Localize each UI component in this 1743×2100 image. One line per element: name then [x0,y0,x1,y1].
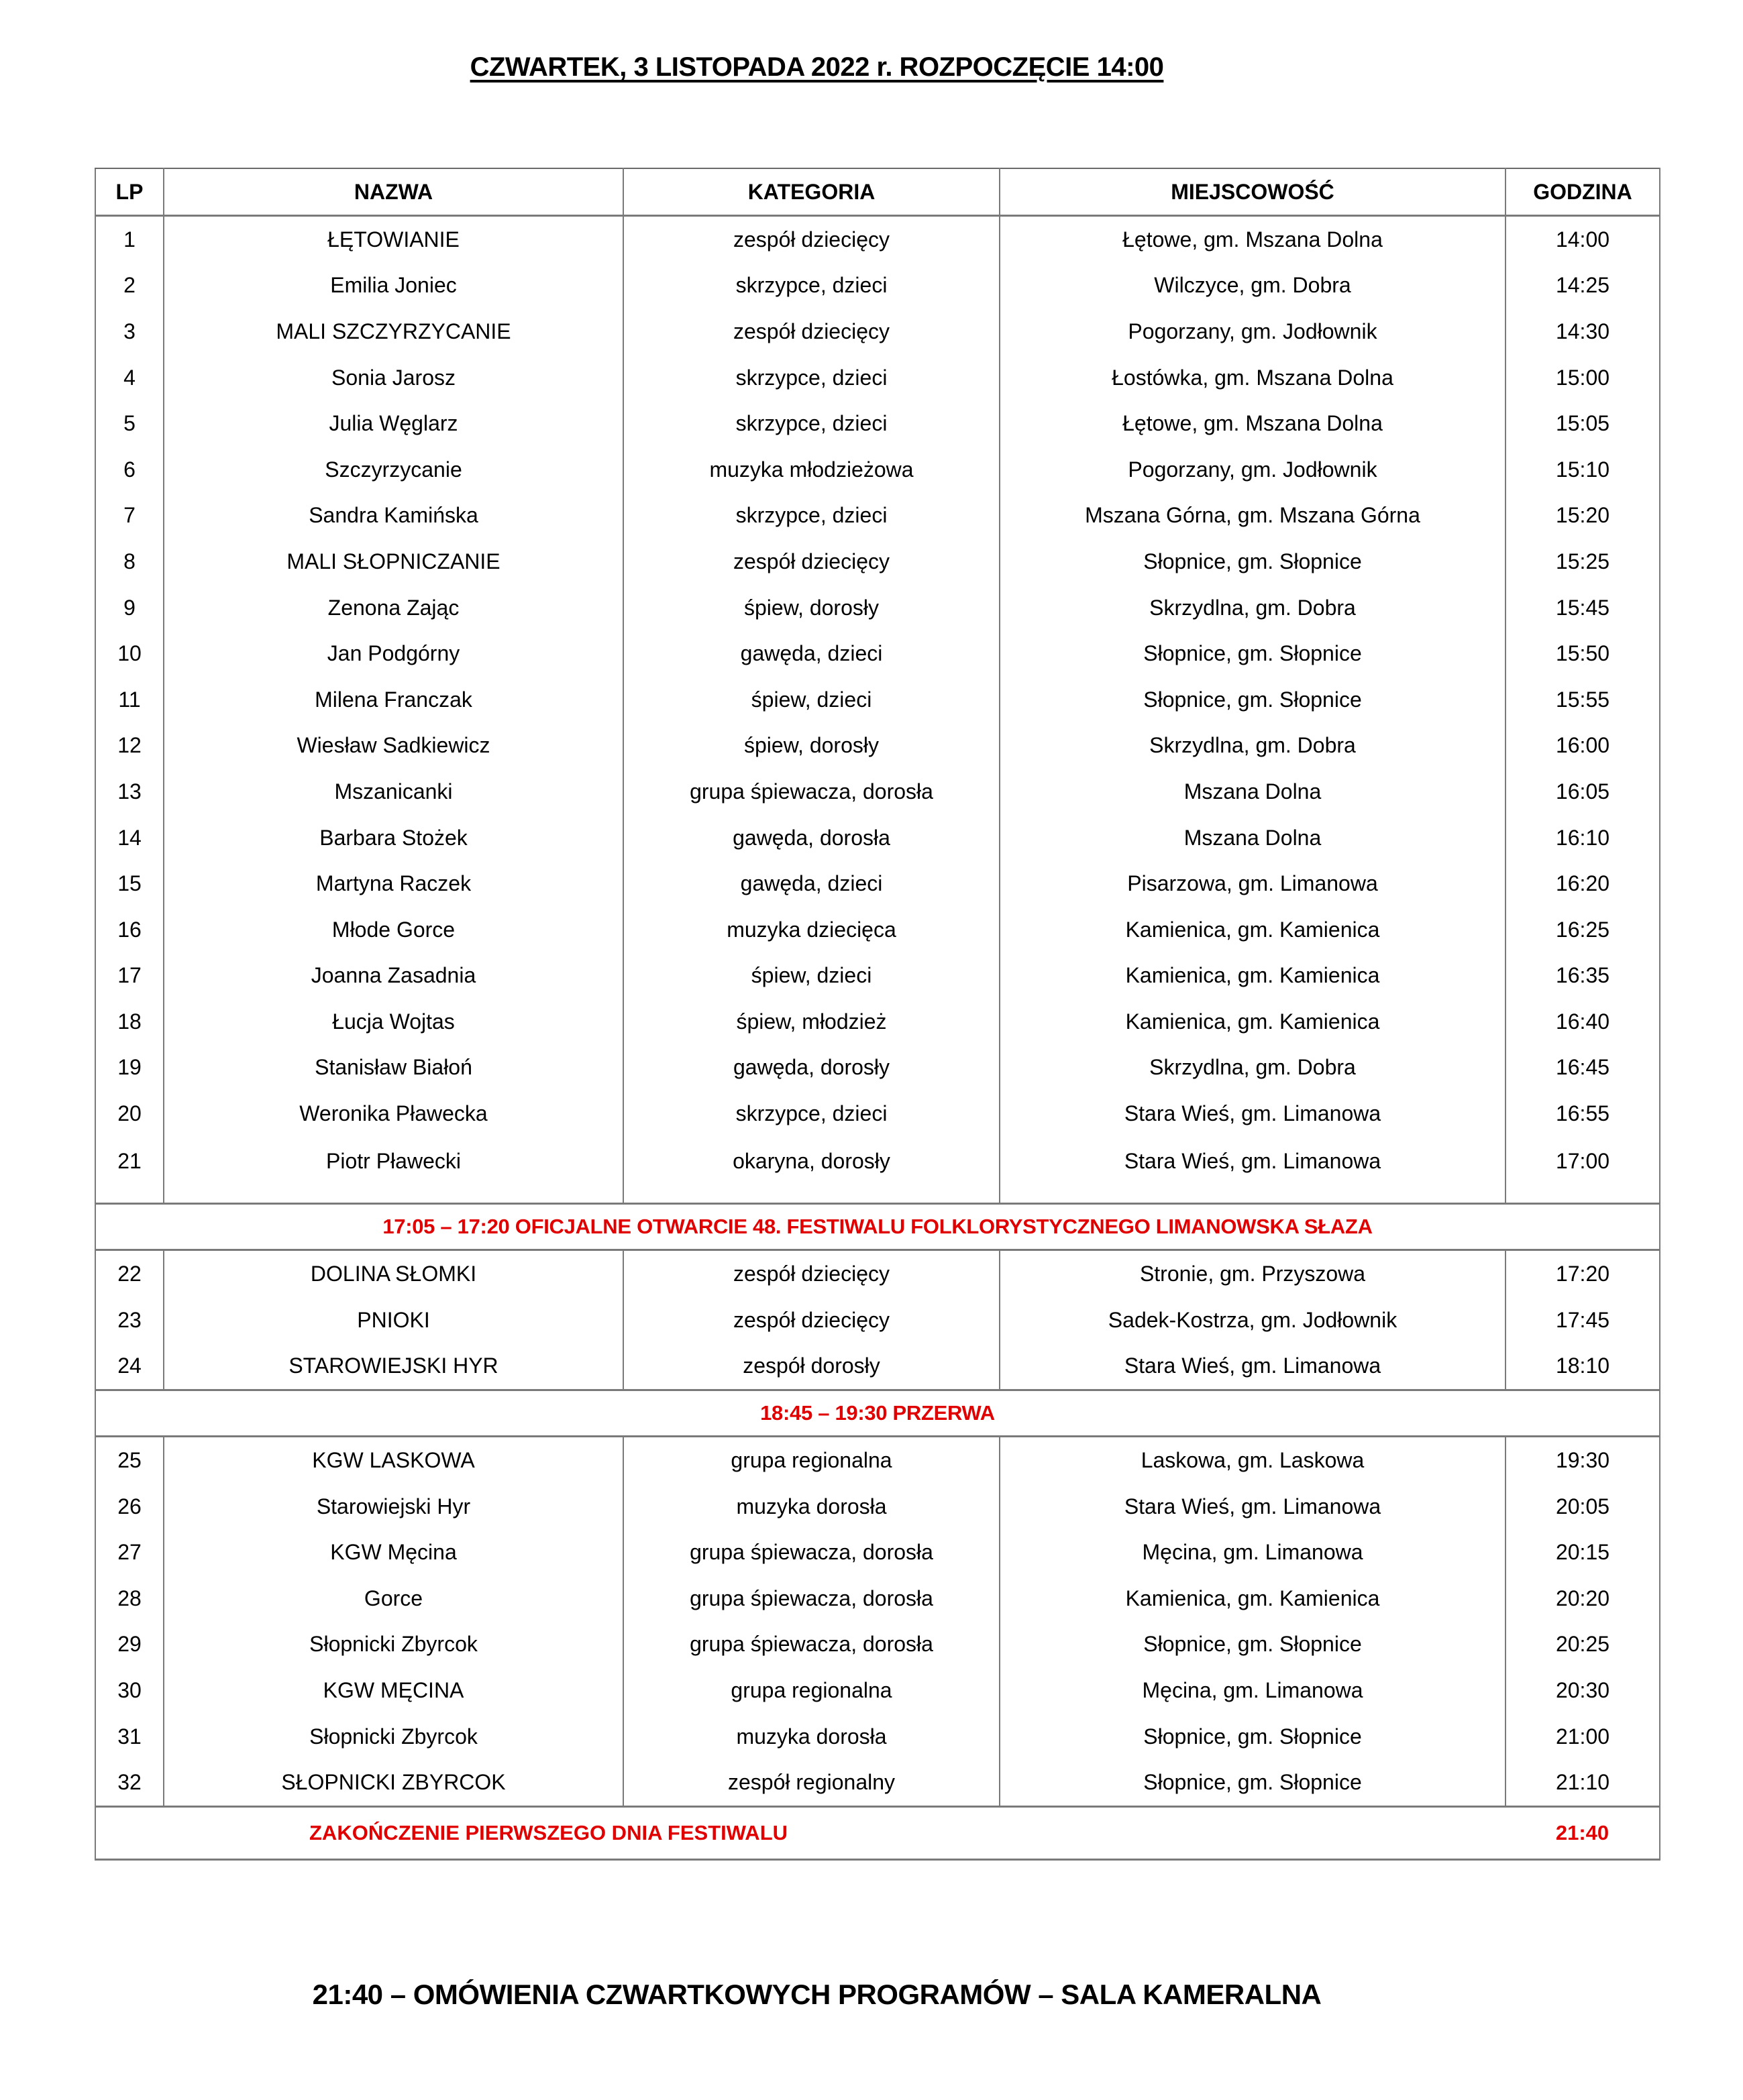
schedule-table [95,168,1660,1861]
table-row [95,907,1660,953]
row-time: 16:05 [1506,769,1660,815]
table-row [95,585,1660,631]
row-time: 16:45 [1506,1045,1660,1091]
table-row [95,1622,1660,1668]
table-row [95,539,1660,585]
row-category: śpiew, dzieci [623,953,1000,999]
row-time: 20:25 [1506,1622,1660,1668]
table-row [95,999,1660,1045]
row-name: KGW MĘCINA [164,1667,623,1714]
row-category: grupa śpiewacza, dorosła [623,769,1000,815]
row-time: 20:15 [1506,1529,1660,1576]
row-name: Emilia Joniec [164,263,623,309]
table-row [95,630,1660,677]
row-lp: 22 [95,1250,164,1297]
opening-banner-row [95,1204,1660,1250]
row-name: DOLINA SŁOMKI [164,1250,623,1297]
row-lp: 17 [95,953,164,999]
row-time: 15:25 [1506,539,1660,585]
row-time: 17:00 [1506,1137,1660,1204]
row-place: Kamienica, gm. Kamienica [1000,1576,1506,1622]
row-category: grupa śpiewacza, dorosła [623,1529,1000,1576]
row-lp: 14 [95,815,164,861]
table-row [95,447,1660,493]
row-place: Słopnice, gm. Słopnice [1000,630,1506,677]
row-category: zespół dziecięcy [623,216,1000,263]
row-place: Pogorzany, gm. Jodłownik [1000,309,1506,355]
row-category: gawęda, dzieci [623,861,1000,907]
table-row [95,1529,1660,1576]
row-place: Pogorzany, gm. Jodłownik [1000,447,1506,493]
table-row [95,815,1660,861]
row-category: zespół dziecięcy [623,309,1000,355]
row-time: 15:55 [1506,677,1660,723]
row-name: Szczyrzycanie [164,447,623,493]
row-name: Młode Gorce [164,907,623,953]
table-row [95,309,1660,355]
row-place: Mszana Dolna [1000,815,1506,861]
row-lp: 24 [95,1343,164,1390]
row-category: grupa regionalna [623,1667,1000,1714]
row-category: gawęda, dzieci [623,630,1000,677]
row-lp: 16 [95,907,164,953]
row-category: zespół dziecięcy [623,1250,1000,1297]
row-category: zespół dziecięcy [623,1297,1000,1343]
table-row [95,1759,1660,1806]
header-place: MIEJSCOWOŚĆ [1000,168,1506,216]
row-place: Stara Wieś, gm. Limanowa [1000,1091,1506,1137]
table-row [95,216,1660,263]
row-place: Skrzydlna, gm. Dobra [1000,723,1506,769]
row-lp: 18 [95,999,164,1045]
row-name: MALI SŁOPNICZANIE [164,539,623,585]
row-category: skrzypce, dzieci [623,1091,1000,1137]
end-time: 21:40 [1506,1806,1660,1859]
row-lp: 5 [95,400,164,447]
row-place: Skrzydlna, gm. Dobra [1000,1045,1506,1091]
row-place: Stara Wieś, gm. Limanowa [1000,1484,1506,1530]
header-lp: LP [95,168,164,216]
table-row [95,493,1660,539]
row-time: 18:10 [1506,1343,1660,1390]
row-place: Słopnice, gm. Słopnice [1000,677,1506,723]
row-lp: 23 [95,1297,164,1343]
table-row [95,861,1660,907]
row-time: 14:00 [1506,216,1660,263]
table-row [95,723,1660,769]
row-lp: 12 [95,723,164,769]
row-time: 16:10 [1506,815,1660,861]
row-name: PNIOKI [164,1297,623,1343]
row-name: Julia Węglarz [164,400,623,447]
table-row [95,1091,1660,1137]
row-place: Męcina, gm. Limanowa [1000,1529,1506,1576]
break-banner: 18:45 – 19:30 PRZERWA [95,1390,1660,1437]
row-category: śpiew, młodzież [623,999,1000,1045]
row-time: 16:25 [1506,907,1660,953]
row-name: ŁĘTOWIANIE [164,216,623,263]
row-lp: 26 [95,1484,164,1530]
row-name: KGW Męcina [164,1529,623,1576]
end-spacer [1000,1806,1506,1859]
table-row [95,1576,1660,1622]
row-lp: 1 [95,216,164,263]
page-title [0,52,1634,82]
row-time: 21:10 [1506,1759,1660,1806]
row-place: Pisarzowa, gm. Limanowa [1000,861,1506,907]
table-row [95,1484,1660,1530]
row-category: skrzypce, dzieci [623,493,1000,539]
table-row [95,953,1660,999]
opening-banner-section [95,1204,1660,1250]
row-time: 14:25 [1506,263,1660,309]
row-place: Męcina, gm. Limanowa [1000,1667,1506,1714]
table-row [95,1343,1660,1390]
row-category: skrzypce, dzieci [623,355,1000,401]
row-name: Jan Podgórny [164,630,623,677]
row-lp: 11 [95,677,164,723]
row-name: Wiesław Sadkiewicz [164,723,623,769]
row-lp: 19 [95,1045,164,1091]
row-place: Skrzydlna, gm. Dobra [1000,585,1506,631]
row-lp: 27 [95,1529,164,1576]
row-time: 15:00 [1506,355,1660,401]
row-lp: 8 [95,539,164,585]
row-lp: 9 [95,585,164,631]
schedule-block-2 [95,1250,1660,1390]
row-time: 16:00 [1506,723,1660,769]
header-category: KATEGORIA [623,168,1000,216]
row-name: Starowiejski Hyr [164,1484,623,1530]
end-section [95,1806,1660,1859]
row-name: Weronika Pławecka [164,1091,623,1137]
row-name: Joanna Zasadnia [164,953,623,999]
row-lp: 13 [95,769,164,815]
row-place: Słopnice, gm. Słopnice [1000,1622,1506,1668]
row-category: grupa śpiewacza, dorosła [623,1576,1000,1622]
row-place: Słopnice, gm. Słopnice [1000,539,1506,585]
row-place: Stara Wieś, gm. Limanowa [1000,1343,1506,1390]
row-category: grupa śpiewacza, dorosła [623,1622,1000,1668]
table-row [95,1297,1660,1343]
row-place: Sadek-Kostrza, gm. Jodłownik [1000,1297,1506,1343]
row-name: STAROWIEJSKI HYR [164,1343,623,1390]
row-lp: 6 [95,447,164,493]
row-name: Martyna Raczek [164,861,623,907]
row-time: 15:20 [1506,493,1660,539]
table-row [95,355,1660,401]
row-category: muzyka dziecięca [623,907,1000,953]
row-time: 15:10 [1506,447,1660,493]
row-place: Mszana Górna, gm. Mszana Górna [1000,493,1506,539]
row-lp: 32 [95,1759,164,1806]
schedule-block-3 [95,1437,1660,1807]
row-place: Laskowa, gm. Laskowa [1000,1437,1506,1484]
row-place: Kamienica, gm. Kamienica [1000,999,1506,1045]
row-name: Zenona Zając [164,585,623,631]
header-row [95,168,1660,216]
row-name: SŁOPNICKI ZBYRCOK [164,1759,623,1806]
row-name: KGW LASKOWA [164,1437,623,1484]
row-place: Wilczyce, gm. Dobra [1000,263,1506,309]
row-time: 17:45 [1506,1297,1660,1343]
row-place: Łętowe, gm. Mszana Dolna [1000,216,1506,263]
table-row [95,677,1660,723]
row-time: 20:05 [1506,1484,1660,1530]
break-banner-row [95,1390,1660,1437]
end-label: ZAKOŃCZENIE PIERWSZEGO DNIA FESTIWALU [95,1806,1000,1859]
row-lp: 7 [95,493,164,539]
row-name: Milena Franczak [164,677,623,723]
row-category: zespół dziecięcy [623,539,1000,585]
row-time: 14:30 [1506,309,1660,355]
row-place: Słopnice, gm. Słopnice [1000,1714,1506,1760]
row-name: Sandra Kamińska [164,493,623,539]
break-banner-section [95,1390,1660,1437]
row-time: 15:05 [1506,400,1660,447]
row-name: Słopnicki Zbyrcok [164,1714,623,1760]
row-place: Kamienica, gm. Kamienica [1000,907,1506,953]
row-name: Słopnicki Zbyrcok [164,1622,623,1668]
row-time: 15:50 [1506,630,1660,677]
row-place: Stara Wieś, gm. Limanowa [1000,1137,1506,1204]
schedule-block-1 [95,216,1660,1204]
table-row [95,1137,1660,1204]
row-time: 19:30 [1506,1437,1660,1484]
row-time: 16:40 [1506,999,1660,1045]
end-row [95,1806,1660,1859]
row-time: 16:20 [1506,861,1660,907]
row-place: Słopnice, gm. Słopnice [1000,1759,1506,1806]
row-lp: 31 [95,1714,164,1760]
page-title-text: CZWARTEK, 3 LISTOPADA 2022 r. ROZPOCZĘCIE 14:00 [470,52,1164,82]
row-lp: 2 [95,263,164,309]
row-lp: 25 [95,1437,164,1484]
row-name: MALI SZCZYRZYCANIE [164,309,623,355]
row-time: 17:20 [1506,1250,1660,1297]
row-time: 21:00 [1506,1714,1660,1760]
row-place: Łostówka, gm. Mszana Dolna [1000,355,1506,401]
row-category: muzyka dorosła [623,1484,1000,1530]
row-name: Barbara Stożek [164,815,623,861]
row-category: okaryna, dorosły [623,1137,1000,1204]
row-time: 20:20 [1506,1576,1660,1622]
table-row [95,400,1660,447]
row-time: 16:35 [1506,953,1660,999]
table-row [95,1250,1660,1297]
row-category: zespół regionalny [623,1759,1000,1806]
row-place: Łętowe, gm. Mszana Dolna [1000,400,1506,447]
row-category: zespół dorosły [623,1343,1000,1390]
row-place: Stronie, gm. Przyszowa [1000,1250,1506,1297]
table-header [95,168,1660,216]
table-row [95,263,1660,309]
footer-note: 21:40 – OMÓWIENIA CZWARTKOWYCH PROGRAMÓW – SALA KAMERALNA [312,1979,1322,2010]
row-lp: 3 [95,309,164,355]
table-row [95,1045,1660,1091]
row-place: Kamienica, gm. Kamienica [1000,953,1506,999]
row-category: gawęda, dorosły [623,1045,1000,1091]
table-row [95,1437,1660,1484]
row-name: Stanisław Białoń [164,1045,623,1091]
row-lp: 30 [95,1667,164,1714]
row-category: gawęda, dorosła [623,815,1000,861]
header-name: NAZWA [164,168,623,216]
row-place: Mszana Dolna [1000,769,1506,815]
row-category: śpiew, dorosły [623,585,1000,631]
row-name: Piotr Pławecki [164,1137,623,1204]
row-lp: 15 [95,861,164,907]
row-lp: 21 [95,1137,164,1204]
row-lp: 10 [95,630,164,677]
row-category: skrzypce, dzieci [623,263,1000,309]
row-lp: 28 [95,1576,164,1622]
row-name: Łucja Wojtas [164,999,623,1045]
row-category: śpiew, dorosły [623,723,1000,769]
row-name: Sonia Jarosz [164,355,623,401]
row-category: muzyka młodzieżowa [623,447,1000,493]
row-category: grupa regionalna [623,1437,1000,1484]
row-lp: 4 [95,355,164,401]
table-row [95,769,1660,815]
table-row [95,1667,1660,1714]
row-name: Gorce [164,1576,623,1622]
row-time: 15:45 [1506,585,1660,631]
row-category: muzyka dorosła [623,1714,1000,1760]
table-row [95,1714,1660,1760]
opening-banner: 17:05 – 17:20 OFICJALNE OTWARCIE 48. FESTIWALU FOLKLORYSTYCZNEGO LIMANOWSKA SŁAZA [95,1204,1660,1250]
row-name: Mszanicanki [164,769,623,815]
row-lp: 29 [95,1622,164,1668]
row-time: 20:30 [1506,1667,1660,1714]
row-lp: 20 [95,1091,164,1137]
row-category: skrzypce, dzieci [623,400,1000,447]
row-category: śpiew, dzieci [623,677,1000,723]
row-time: 16:55 [1506,1091,1660,1137]
header-time: GODZINA [1506,168,1660,216]
